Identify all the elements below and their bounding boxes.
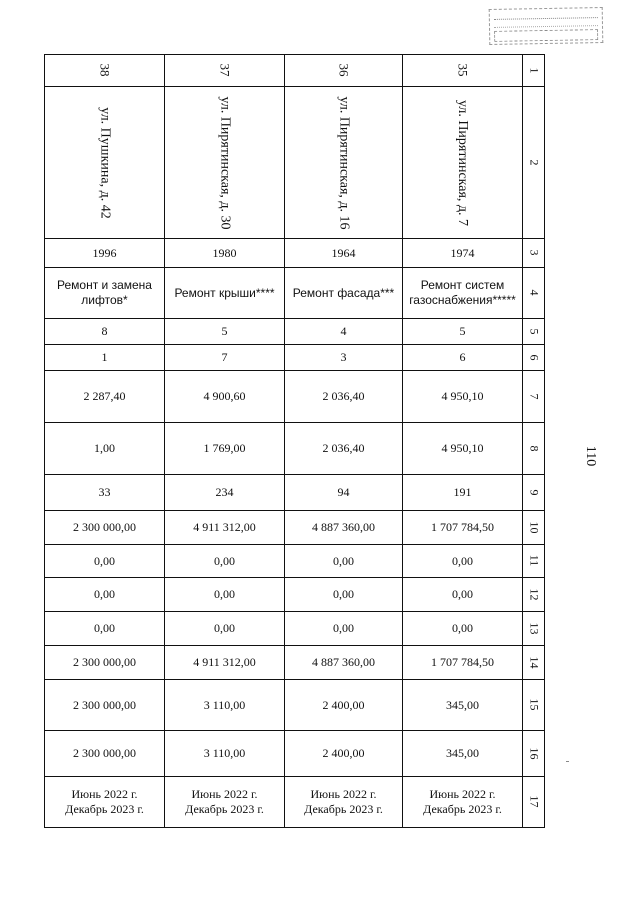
table-row	[45, 680, 545, 731]
row-label: 16	[523, 731, 545, 777]
cell-period: Июнь 2022 г. Декабрь 2023 г.	[403, 777, 523, 828]
table-row	[45, 319, 545, 345]
row-label: 12	[523, 578, 545, 612]
cell-value: 0,00	[45, 578, 165, 612]
cell-value: 4	[285, 319, 403, 345]
cell-value: 2 300 000,00	[45, 731, 165, 777]
cell-period: Июнь 2022 г. Декабрь 2023 г.	[45, 777, 165, 828]
cell-period: Июнь 2022 г. Декабрь 2023 г.	[285, 777, 403, 828]
cell-value: 2 300 000,00	[45, 680, 165, 731]
cell-value: 3 110,00	[165, 680, 285, 731]
cell-value: 2 300 000,00	[45, 511, 165, 545]
cell-address: ул. Пирятинская, д. 30	[165, 87, 285, 239]
cell-number: 38	[45, 55, 165, 87]
table-row	[45, 511, 545, 545]
cell-value: 7	[165, 345, 285, 371]
row-label: 5	[523, 319, 545, 345]
cell-value: 2 400,00	[285, 680, 403, 731]
table-row	[45, 423, 545, 475]
cell-value: 0,00	[403, 612, 523, 646]
cell-year: 1996	[45, 239, 165, 268]
cell-value: 0,00	[165, 578, 285, 612]
cell-value: 4 911 312,00	[165, 646, 285, 680]
repair-schedule-table	[44, 54, 545, 828]
cell-value: 345,00	[403, 680, 523, 731]
cell-value: 4 887 360,00	[285, 511, 403, 545]
cell-value: 4 950,10	[403, 371, 523, 423]
cell-value: 94	[285, 475, 403, 511]
row-label: 8	[523, 423, 545, 475]
row-label: 17	[523, 777, 545, 828]
cell-value: 0,00	[285, 612, 403, 646]
table-row	[45, 777, 545, 828]
cell-address: ул. Пирятинская, д. 16	[285, 87, 403, 239]
table-row	[45, 55, 545, 87]
cell-value: 0,00	[45, 612, 165, 646]
cell-value: 0,00	[403, 545, 523, 578]
row-label: 2	[523, 87, 545, 239]
cell-number: 35	[403, 55, 523, 87]
cell-value: 4 911 312,00	[165, 511, 285, 545]
table-row	[45, 646, 545, 680]
cell-value: 3	[285, 345, 403, 371]
cell-value: 1	[45, 345, 165, 371]
cell-value: 0,00	[285, 578, 403, 612]
cell-value: 0,00	[285, 545, 403, 578]
cell-year: 1980	[165, 239, 285, 268]
table-row	[45, 731, 545, 777]
row-label: 13	[523, 612, 545, 646]
table-row	[45, 612, 545, 646]
cell-value: 4 887 360,00	[285, 646, 403, 680]
table-row	[45, 475, 545, 511]
cell-work-type: Ремонт систем газоснабжения*****	[403, 268, 523, 319]
table-row	[45, 268, 545, 319]
row-label: 3	[523, 239, 545, 268]
row-label: 15	[523, 680, 545, 731]
cell-value: 5	[403, 319, 523, 345]
registration-stamp	[489, 7, 604, 45]
cell-value: 0,00	[165, 545, 285, 578]
row-label: 9	[523, 475, 545, 511]
table-row	[45, 578, 545, 612]
cell-year: 1974	[403, 239, 523, 268]
row-label: 11	[523, 545, 545, 578]
table-row	[45, 239, 545, 268]
cell-value: 2 287,40	[45, 371, 165, 423]
cell-period: Июнь 2022 г. Декабрь 2023 г.	[165, 777, 285, 828]
table-row	[45, 87, 545, 239]
cell-value: 0,00	[45, 545, 165, 578]
cell-number: 36	[285, 55, 403, 87]
table-row	[45, 545, 545, 578]
cell-value: 3 110,00	[165, 731, 285, 777]
row-label: 6	[523, 345, 545, 371]
cell-value: 191	[403, 475, 523, 511]
cell-work-type: Ремонт и замена лифтов*	[45, 268, 165, 319]
cell-value: 1 769,00	[165, 423, 285, 475]
cell-value: 1,00	[45, 423, 165, 475]
cell-year: 1964	[285, 239, 403, 268]
row-label: 4	[523, 268, 545, 319]
cell-value: 5	[165, 319, 285, 345]
table-row	[45, 345, 545, 371]
cell-value: 2 036,40	[285, 423, 403, 475]
cell-value: 0,00	[165, 612, 285, 646]
cell-value: 2 036,40	[285, 371, 403, 423]
cell-value: 2 400,00	[285, 731, 403, 777]
cell-work-type: Ремонт фасада***	[285, 268, 403, 319]
cell-work-type: Ремонт крыши****	[165, 268, 285, 319]
cell-value: 0,00	[403, 578, 523, 612]
cell-value: 33	[45, 475, 165, 511]
cell-value: 4 900,60	[165, 371, 285, 423]
scan-mark	[566, 761, 569, 762]
row-label: 1	[523, 55, 545, 87]
cell-address: ул. Пирятинская, д. 7	[403, 87, 523, 239]
cell-address: ул. Пушкина, д. 42	[45, 87, 165, 239]
row-label: 14	[523, 646, 545, 680]
cell-value: 234	[165, 475, 285, 511]
row-label: 7	[523, 371, 545, 423]
table-row	[45, 371, 545, 423]
page-number: 110	[583, 445, 598, 467]
cell-value: 4 950,10	[403, 423, 523, 475]
cell-value: 6	[403, 345, 523, 371]
cell-value: 8	[45, 319, 165, 345]
cell-value: 1 707 784,50	[403, 511, 523, 545]
row-label: 10	[523, 511, 545, 545]
cell-value: 1 707 784,50	[403, 646, 523, 680]
cell-number: 37	[165, 55, 285, 87]
cell-value: 345,00	[403, 731, 523, 777]
cell-value: 2 300 000,00	[45, 646, 165, 680]
